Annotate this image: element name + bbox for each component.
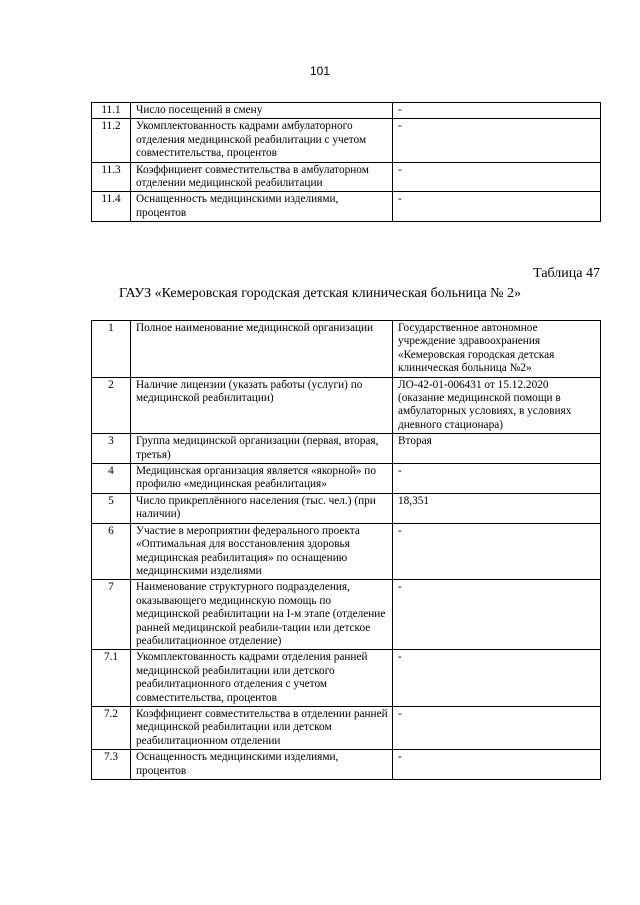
row-value: - xyxy=(393,650,601,707)
table-row xyxy=(92,580,601,650)
row-number: 11.2 xyxy=(92,119,131,162)
table-row xyxy=(92,321,601,378)
row-value: - xyxy=(393,103,601,119)
row-label: Коэффициент совместительства в отделении ранней медицинской реабилитации или детском реабилитационном отделении xyxy=(131,706,393,749)
row-number: 11.4 xyxy=(92,192,131,222)
row-label: Коэффициент совместительства в амбулаторном отделении медицинской реабилитации xyxy=(131,162,393,192)
table-row xyxy=(92,706,601,749)
table-row xyxy=(92,464,601,494)
row-label: Полное наименование медицинской организации xyxy=(131,321,393,378)
row-label: Наличие лицензии (указать работы (услуги) по медицинской реабилитации) xyxy=(131,377,393,434)
top-table xyxy=(91,102,601,222)
row-label: Число посещений в смену xyxy=(131,103,393,119)
row-number: 7.2 xyxy=(92,706,131,749)
table-caption-title: ГАУЗ «Кемеровская городская детская клиническая больница № 2» xyxy=(118,286,522,301)
page-number: 101 xyxy=(309,64,331,78)
row-number: 7 xyxy=(92,580,131,650)
row-number: 11.3 xyxy=(92,162,131,192)
row-value: Государственное автономное учреждение здравоохранения «Кемеровская городская детская клиническая больница №2» xyxy=(393,321,601,378)
table-row xyxy=(92,434,601,464)
row-number: 7.1 xyxy=(92,650,131,707)
table-row xyxy=(92,493,601,523)
table-row xyxy=(92,192,601,222)
row-value: - xyxy=(393,464,601,494)
row-label: Оснащенность медицинскими изделиями, процентов xyxy=(131,750,393,780)
row-number: 4 xyxy=(92,464,131,494)
table-row xyxy=(92,103,601,119)
row-label: Участие в мероприятии федерального проекта «Оптимальная для восстановления здоровья медицинская реабилитация» по оснащению медицинскими изделиями xyxy=(131,523,393,580)
row-label: Укомплектованность кадрами отделения ранней медицинской реабилитации или детского реабилитационного отделения с учетом совместительства, процентов xyxy=(131,650,393,707)
row-label: Оснащенность медицинскими изделиями, процентов xyxy=(131,192,393,222)
row-label: Укомплектованность кадрами амбулаторного отделения медицинской реабилитации с учетом совместительства, процентов xyxy=(131,119,393,162)
row-number: 6 xyxy=(92,523,131,580)
table-row xyxy=(92,162,601,192)
row-label: Медицинская организация является «якорной» по профилю «медицинская реабилитация» xyxy=(131,464,393,494)
row-value: Вторая xyxy=(393,434,601,464)
row-value: - xyxy=(393,523,601,580)
row-number: 5 xyxy=(92,493,131,523)
row-value: ЛО-42-01-006431 от 15.12.2020 (оказание медицинской помощи в амбулаторных условиях, в условиях дневного стационара) xyxy=(393,377,601,434)
table-row xyxy=(92,650,601,707)
row-value: - xyxy=(393,119,601,162)
row-value: - xyxy=(393,580,601,650)
table-row xyxy=(92,377,601,434)
row-label: Наименование структурного подразделения, оказывающего медицинскую помощь по медицинской реабилитации на I-м этапе (отделение ранней медицинской реабили-тации или детское реабилитационное отделение) xyxy=(131,580,393,650)
row-value: - xyxy=(393,192,601,222)
row-number: 2 xyxy=(92,377,131,434)
row-number: 7.3 xyxy=(92,750,131,780)
table-row xyxy=(92,750,601,780)
row-number: 1 xyxy=(92,321,131,378)
row-value: - xyxy=(393,706,601,749)
row-number: 3 xyxy=(92,434,131,464)
main-table xyxy=(91,320,601,780)
row-value: - xyxy=(393,750,601,780)
row-label: Группа медицинской организации (первая, вторая, третья) xyxy=(131,434,393,464)
table-caption-label: Таблица 47 xyxy=(533,266,600,281)
row-value: - xyxy=(393,162,601,192)
row-number: 11.1 xyxy=(92,103,131,119)
table-row xyxy=(92,523,601,580)
table-row xyxy=(92,119,601,162)
row-label: Число прикреплённого населения (тыс. чел.) (при наличии) xyxy=(131,493,393,523)
row-value: 18,351 xyxy=(393,493,601,523)
